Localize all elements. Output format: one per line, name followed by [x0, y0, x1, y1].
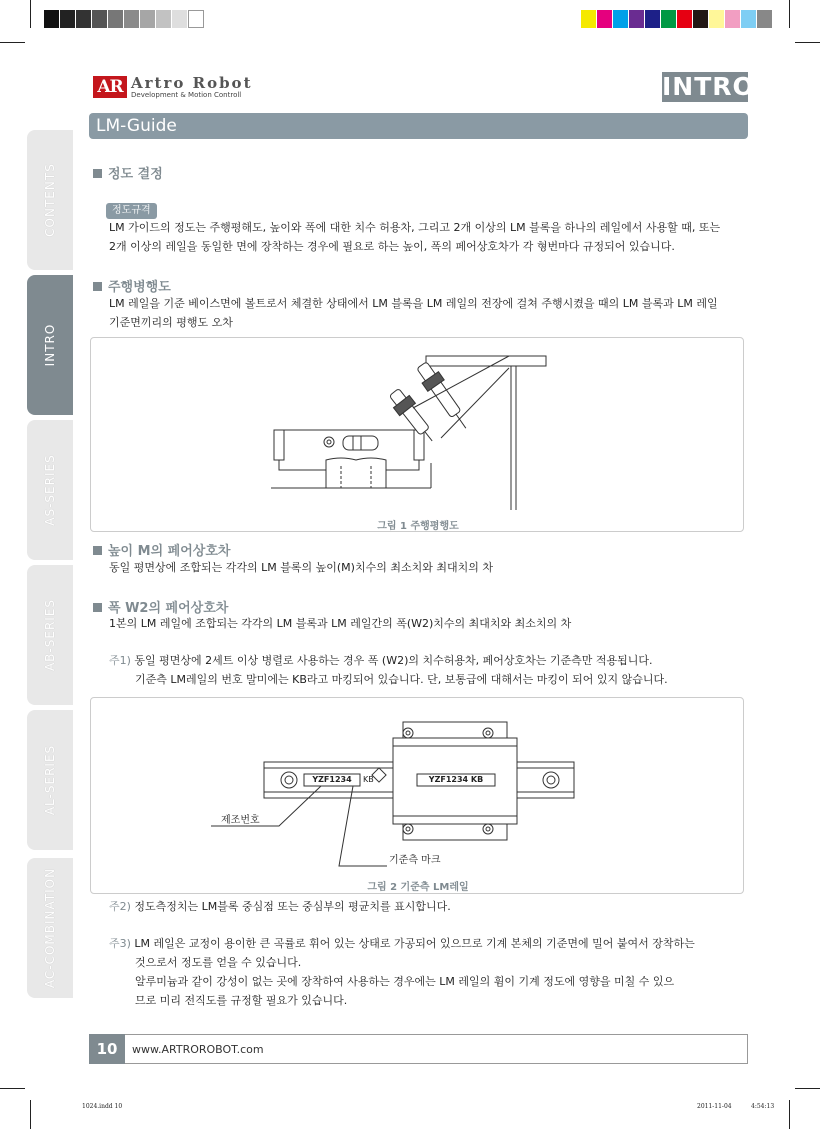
crop-mark [30, 1100, 31, 1129]
page-title: LM-Guide [89, 113, 748, 139]
side-tab-as-series[interactable] [27, 420, 73, 560]
side-tab-label: AC-COMBINATION [43, 867, 57, 989]
figure-caption: 그림 1 주행평행도 [377, 521, 459, 532]
section-heading: 정도 결정 [93, 163, 163, 182]
note-2: 주2) 정도측정치는 LM블록 중심점 또는 중심부의 평균치를 표시합니다. [109, 900, 451, 913]
section-heading: 높이 M의 페어상호차 [93, 540, 230, 559]
rail-kb-mark: KB [363, 775, 374, 784]
figure-1 [90, 337, 744, 532]
paragraph: 1본의 LM 레일에 조합되는 각각의 LM 블록과 LM 레일간의 폭(W2)치수의 최대치와 최소치의 차 [109, 617, 572, 630]
side-tab-intro[interactable] [27, 275, 73, 415]
figure-2 [90, 697, 744, 894]
cmyk-bar [581, 10, 773, 28]
side-tab-label: AL-SERIES [43, 744, 57, 816]
label-reference-mark: 기준측 마크 [389, 855, 441, 866]
parallelism-diagram [91, 338, 745, 533]
page-number: 10 [89, 1034, 125, 1064]
paragraph: 동일 평면상에 조합되는 각각의 LM 블록의 높이(M)치수의 최소치와 최대치의 차 [109, 561, 493, 574]
side-tab-al-series[interactable] [27, 710, 73, 850]
grayscale-bar [44, 10, 204, 28]
side-tab-label: AB-SERIES [43, 598, 57, 672]
crop-mark [789, 0, 790, 28]
side-tab-label: AS-SERIES [43, 454, 57, 526]
crop-mark [795, 42, 820, 43]
section-tag: INTRO [662, 72, 755, 101]
section-heading: 주행병행도 [93, 276, 171, 295]
side-tab-ac-combination[interactable] [27, 858, 73, 998]
rail-serial-mark: YZF1234 [312, 775, 352, 784]
note-3: 주3) LM 레일은 교정이 용이한 큰 곡률로 휘어 있는 상태로 가공되어 있으므로 기계 본체의 기준면에 밀어 붙여서 장착하는 것으로서 정도를 얻을 수 있습니다. 알루미늄과 같이 강성이 없는 곳에 장착하여 사용하는 경우에는 LM 레일의 휨이 기계 정도에 영향을 미칠 수 있으 므로 미리 전직도를 규정할 필요가 있습니다. [109, 937, 695, 1007]
section-heading: 폭 W2의 페어상호차 [93, 597, 228, 616]
paragraph: LM 가이드의 정도는 주행평해도, 높이와 폭에 대한 치수 허용차, 그리고 2개 이상의 LM 블록을 하나의 레일에서 사용할 때, 또는 2개 이상의 레일을 동일한 면에 장착하는 경우에 필요로 하는 높이, 폭의 페어상호차가 각 형번마다 규정되어 있습니다. [109, 221, 721, 253]
crop-mark [0, 1088, 25, 1089]
paragraph: LM 레일을 기준 베이스면에 볼트로서 체결한 상태에서 LM 블록을 LM 레일의 전장에 걸쳐 주행시켰을 때의 LM 블록과 LM 레일 기준면끼리의 평행도 오차 [109, 297, 718, 329]
website-link[interactable]: www.ARTROROBOT.com [132, 1043, 264, 1056]
spec-pill: 정도규격 [106, 203, 157, 219]
side-tab-ab-series[interactable] [27, 565, 73, 705]
print-slug-time: 4:54:13 [751, 1103, 775, 1110]
crop-mark [789, 1100, 790, 1129]
print-slug-file: 1024.indd 10 [82, 1103, 123, 1110]
note-1: 주1) 동일 평면상에 2세트 이상 병렬로 사용하는 경우 폭 (W2)의 치수허용차, 페어상호차는 기준측만 적용됩니다. 기준측 LM레일의 번호 말미에는 KB라고 마킹되어 있습니다. 단, 보통급에 대해서는 마킹이 되어 있지 않습니다. [109, 654, 668, 686]
crop-mark [795, 1088, 820, 1089]
label-serial-number: 제조번호 [221, 815, 260, 826]
side-tab-contents[interactable] [27, 130, 73, 270]
side-tab-label: CONTENTS [43, 163, 57, 237]
print-slug-date: 2011-11-04 [697, 1103, 732, 1110]
logo-mark: AR [93, 76, 127, 98]
crop-mark [30, 0, 31, 28]
figure-caption: 그림 2 기준측 LM레일 [367, 882, 469, 893]
block-serial-mark: YZF1234 KB [428, 775, 484, 784]
crop-mark [0, 42, 25, 43]
logo-subtitle: Development & Motion Controll [131, 91, 242, 99]
side-tab-label: INTRO [43, 323, 57, 367]
logo-name: Artro Robot [131, 74, 253, 92]
